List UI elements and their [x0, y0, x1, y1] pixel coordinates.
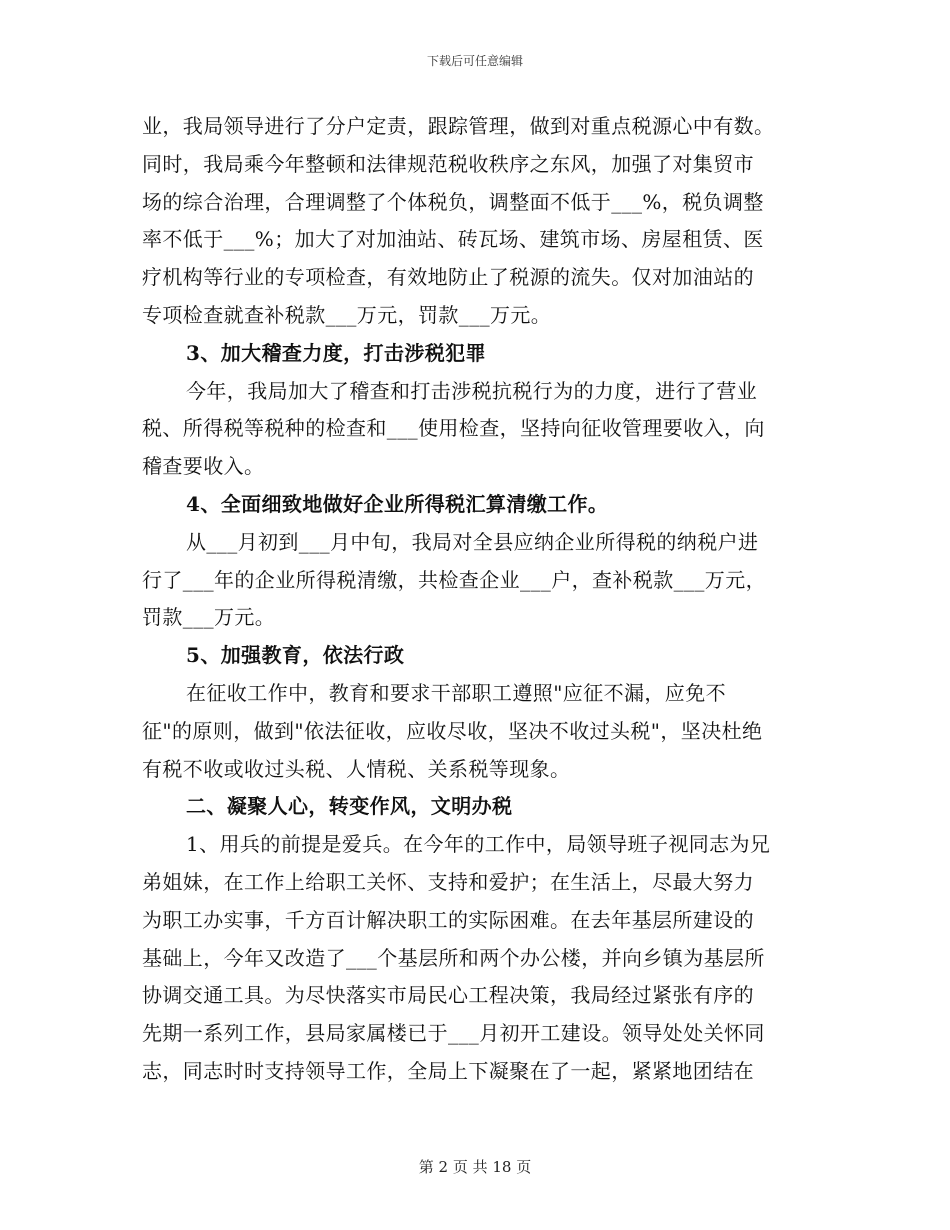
text-line: 基础上，今年又改造了___个基层所和两个办公楼，并向乡镇为基层所 [142, 945, 765, 970]
text-line: 为职工办实事，千方百计解决职工的实际困难。在去年基层所建设的 [142, 907, 754, 932]
text-line: 1、用兵的前提是爱兵。在今年的工作中，局领导班子视同志为兄 [186, 832, 771, 857]
section-heading: 3、加大稽查力度，打击涉税犯罪 [186, 340, 486, 365]
document-body [142, 108, 812, 1091]
text-line: 率不低于___%；加大了对加油站、砖瓦场、建筑市场、房屋租赁、医 [142, 227, 764, 252]
page-footer: 第 2 页 共 18 页 [418, 1158, 532, 1176]
text-line: 罚款___万元。 [142, 605, 276, 630]
text-line: 业，我局领导进行了分户定责，跟踪管理，做到对重点税源心中有数。 [142, 114, 775, 138]
text-line: 从___月初到___月中旬，我局对全县应纳企业所得税的纳税户进 [186, 529, 759, 554]
text-line: 稽查要收入。 [142, 454, 265, 479]
section-heading: 5、加强教育，依法行政 [186, 643, 405, 668]
section-heading: 二、凝聚人心，转变作风，文明办税 [186, 794, 513, 819]
text-line: 疗机构等行业的专项检查，有效地防止了税源的流失。仅对加油站的 [142, 265, 754, 290]
text-line: 弟姐妹，在工作上给职工关怀、支持和爱护；在生活上，尽最大努力 [142, 869, 754, 894]
text-line: 协调交通工具。为尽快落实市局民心工程决策，我局经过紧张有序的 [142, 983, 754, 1008]
page-header: 下载后可任意编辑 [426, 54, 523, 68]
text-line: 先期一系列工作，县局家属楼已于___月初开工建设。领导处处关怀同 [142, 1021, 765, 1046]
text-line: 场的综合治理，合理调整了个体税负，调整面不低于___%，税负调整 [142, 189, 764, 214]
text-line: 今年，我局加大了稽查和打击涉税抗税行为的力度，进行了营业 [186, 378, 758, 403]
text-line: 行了___年的企业所得税清缴，共检查企业___户，查补税款___万元， [142, 567, 766, 592]
text-line: 专项检查就查补税款___万元，罚款___万元。 [142, 302, 552, 327]
text-line: 征"的原则，做到"依法征收，应收尽收，坚决不收过头税"，坚决杜绝 [142, 718, 763, 743]
text-line: 税、所得税等税种的检查和___使用检查，坚持向征收管理要收入，向 [142, 416, 765, 441]
text-line: 有税不收或收过头税、人情税、关系税等现象。 [142, 756, 571, 781]
section-heading: 4、全面细致地做好企业所得税汇算清缴工作。 [186, 491, 609, 516]
text-line: 志，同志时时支持领导工作，全局上下凝聚在了一起，紧紧地团结在 [142, 1058, 754, 1083]
text-line: 同时，我局乘今年整顿和法律规范税收秩序之东风，加强了对集贸市 [142, 151, 754, 176]
text-line: 在征收工作中，教育和要求干部职工遵照"应征不漏，应免不 [186, 680, 726, 705]
